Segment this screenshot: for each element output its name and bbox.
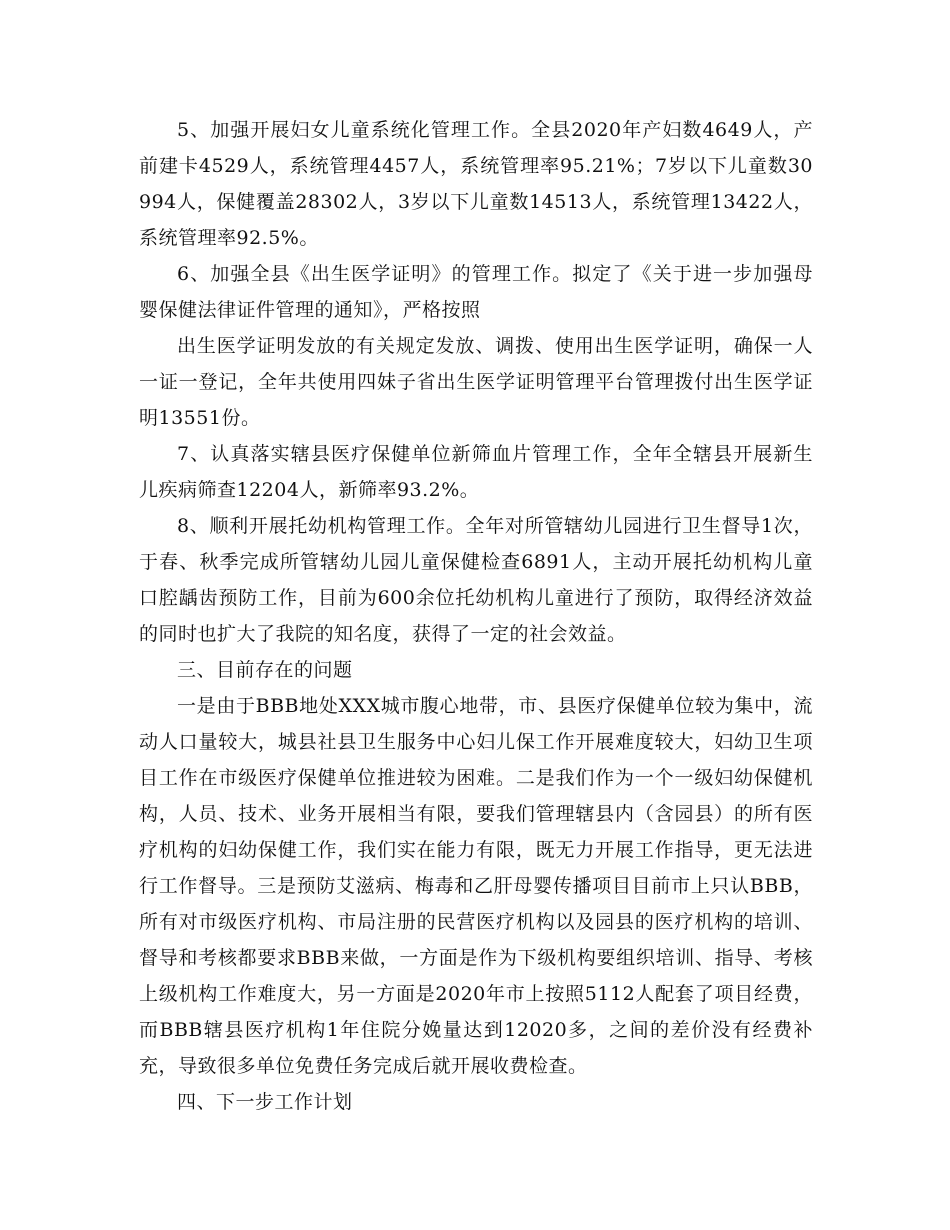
section-heading-next-plan: 四、下一步工作计划	[177, 1091, 353, 1113]
paragraph-item-6-continued: 出生医学证明发放的有关规定发放、调拨、使用出生医学证明，确保一人一证一登记，全年共使用四妹子省出生医学证明管理平台管理拨付出生医学证明13551份。	[139, 335, 813, 429]
paragraph-item-6: 6、加强全县《出生医学证明》的管理工作。拟定了《关于进一步加强母婴保健法律证件管理的通知》，严格按照	[139, 263, 813, 321]
paragraph-item-7: 7、认真落实辖县医疗保健单位新筛血片管理工作，全年全辖县开展新生儿疾病筛查12204人，新筛率93.2%。	[139, 443, 813, 501]
paragraph-problems-body: 一是由于BBB地处XXX城市腹心地带，市、县医疗保健单位较为集中，流动人口量较大，城县社县卫生服务中心妇儿保工作开展难度较大，妇幼卫生项目工作在市级医疗保健单位推进较为困难。二是我们作为一个一级妇幼保健机构，人员、技术、业务开展相当有限，要我们管理辖县内（含园县）的所有医疗机构的妇幼保健工作，我们实在能力有限，既无力开展工作指导，更无法进行工作督导。三是预防艾滋病、梅毒和乙肝母婴传播项目目前市上只认BBB，所有对市级医疗机构、市局注册的民营医疗机构以及园县的医疗机构的培训、督导和考核都要求BBB来做，一方面是作为下级机构要组织培训、指导、考核上级机构工作难度大，另一方面是2020年市上按照5112人配套了项目经费，而BBB辖县医疗机构1年住院分娩量达到12020多，之间的差价没有经费补充，导致很多单位免费任务完成后就开展收费检查。	[139, 695, 813, 1077]
document-body	[139, 112, 813, 1120]
paragraph-item-5: 5、加强开展妇女儿童系统化管理工作。全县2020年产妇数4649人，产前建卡4529人，系统管理4457人，系统管理率95.21%；7岁以下儿童数30994人，保健覆盖28302人，3岁以下儿童数14513人，系统管理13422人，系统管理率92.5%。	[139, 119, 813, 249]
paragraph-item-8: 8、顺利开展托幼机构管理工作。全年对所管辖幼儿园进行卫生督导1次，于春、秋季完成所管辖幼儿园儿童保健检查6891人，主动开展托幼机构儿童口腔龋齿预防工作，目前为600余位托幼机构儿童进行了预防，取得经济效益的同时也扩大了我院的知名度，获得了一定的社会效益。	[139, 515, 813, 645]
section-heading-problems: 三、目前存在的问题	[177, 659, 353, 681]
